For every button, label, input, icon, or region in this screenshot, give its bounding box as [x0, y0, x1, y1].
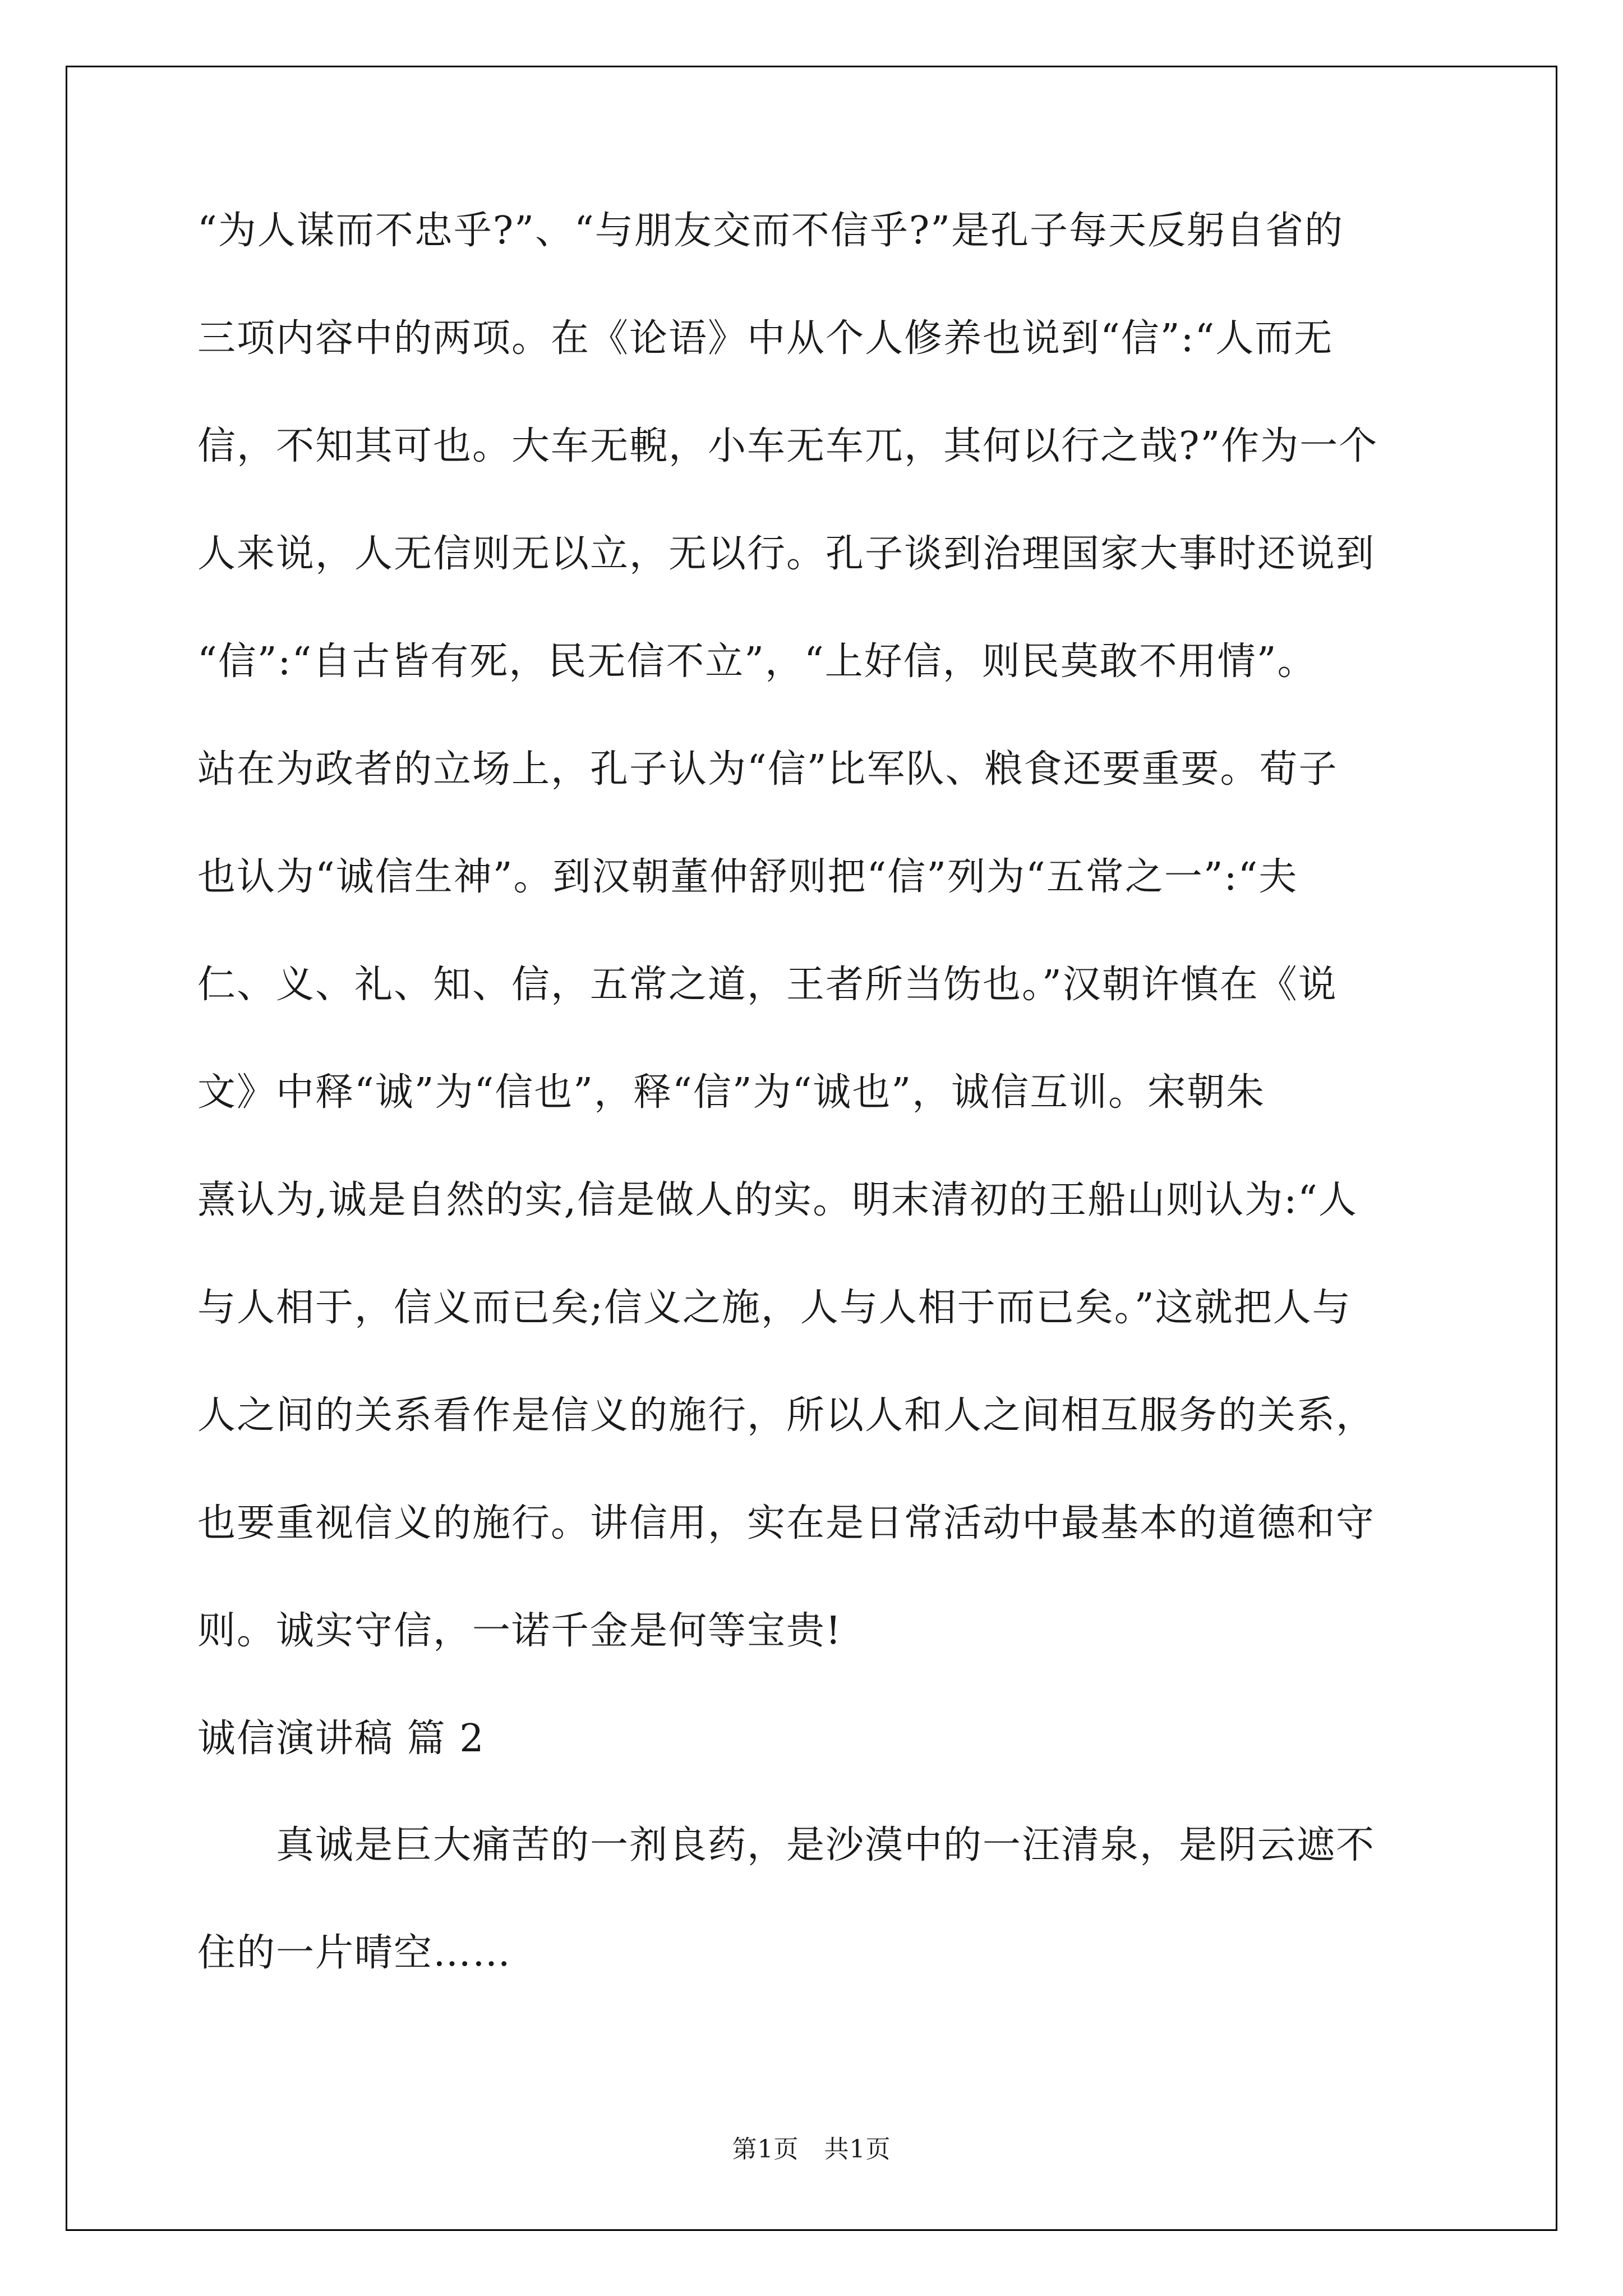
paragraph-1-line-11: 与人相于，信义而已矣;信义之施，人与人相于而已矣。”这就把人与 — [197, 1286, 1352, 1330]
paragraph-1-line-10: 熹认为,诚是自然的实,信是做人的实。明末清初的王船山则认为:“人 — [197, 1178, 1358, 1222]
paragraph-1-line-5: “信”:“自古皆有死，民无信不立”，“上好信，则民莫敢不用情”。 — [197, 639, 1317, 684]
paragraph-2-line-1: 真诚是巨大痛苦的一剂良药，是沙漠中的一汪清泉，是阴云遮不 — [276, 1823, 1376, 1867]
paragraph-1-line-3: 信，不知其可也。大车无輗，小车无车兀，其何以行之哉?”作为一个 — [197, 424, 1378, 468]
page-footer: 第1页 共1页 — [732, 2135, 891, 2164]
paragraph-2-line-2: 住的一片晴空…… — [197, 1931, 512, 1975]
paragraph-1-line-12: 人之间的关系看作是信义的施行，所以人和人之间相互服务的关系， — [197, 1393, 1376, 1438]
page-border — [66, 66, 1557, 2231]
paragraph-1-line-8: 仁、义、礼、知、信，五常之道，王者所当饬也。”汉朝许慎在《说 — [197, 963, 1338, 1007]
paragraph-1-line-4: 人来说，人无信则无以立，无以行。孔子谈到治理国家大事时还说到 — [197, 532, 1376, 576]
paragraph-1-line-13: 也要重视信义的施行。讲信用，实在是日常活动中最基本的道德和守 — [197, 1501, 1376, 1545]
paragraph-1-line-7: 也认为“诚信生神”。到汉朝董仲舒则把“信”列为“五常之一”:“夫 — [197, 855, 1298, 899]
paragraph-1-line-1: “为人谋而不忠乎?”、“与朋友交而不信乎?”是孔子每天反躬自省的 — [197, 209, 1344, 253]
paragraph-1-line-2: 三项内容中的两项。在《论语》中从个人修养也说到“信”:“人而无 — [197, 316, 1334, 361]
paragraph-1-line-14: 则。诚实守信，一诺千金是何等宝贵! — [197, 1609, 842, 1653]
section-heading: 诚信演讲稿 篇 2 — [197, 1717, 485, 1761]
paragraph-1-line-6: 站在为政者的立场上，孔子认为“信”比军队、粮食还要重要。荀子 — [197, 747, 1338, 792]
paragraph-1-line-9: 文》中释“诚”为“信也”，释“信”为“诚也”，诚信互训。宋朝朱 — [197, 1070, 1266, 1115]
